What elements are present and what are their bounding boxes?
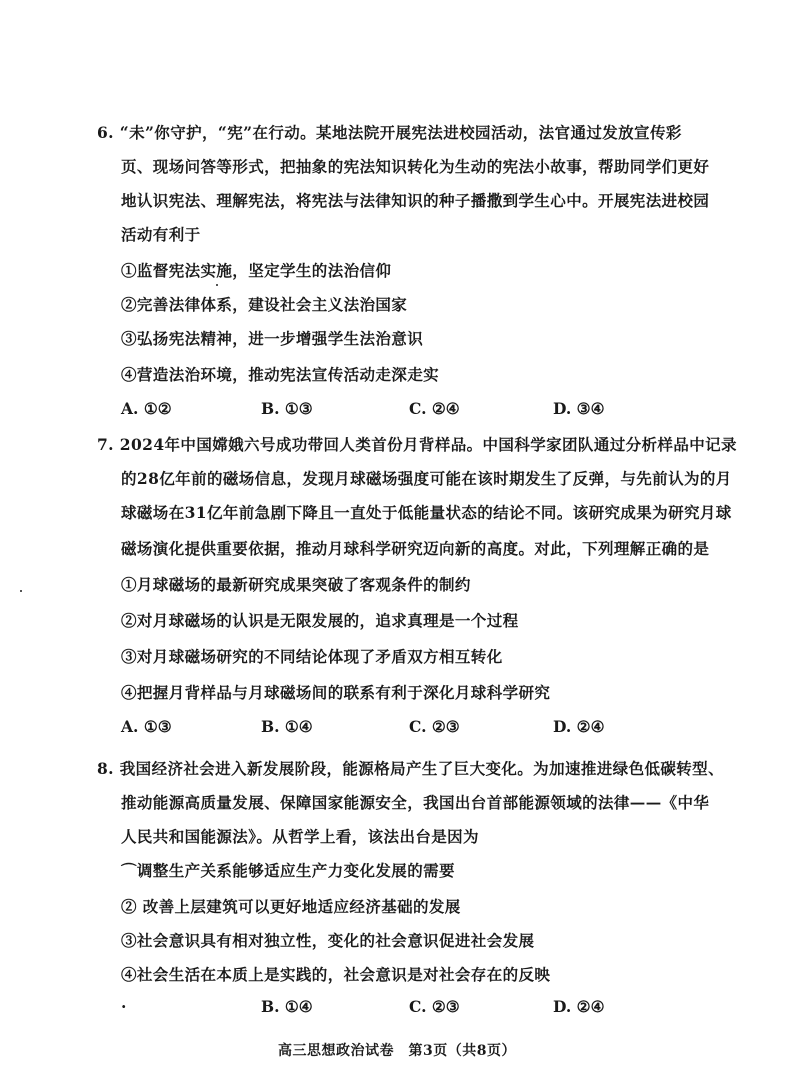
question-8-option-3: ③社会意识具有相对独立性，变化的社会意识促进社会发展 — [121, 931, 535, 950]
page-footer: 高三思想政治试卷 第3页（共8页） — [278, 1043, 516, 1059]
question-8-answer-d: D. ②④ — [553, 997, 605, 1016]
question-8-option-4: ④社会生活在本质上是实践的，社会意识是对社会存在的反映 — [121, 965, 551, 984]
question-7-option-1: ①月球磁场的最新研究成果突破了客观条件的制约 — [121, 575, 471, 594]
question-7-answer-a: A. ①③ — [121, 717, 172, 736]
question-8-stem-line-2: 推动能源高质量发展、保障国家能源安全，我国出台首部能源领域的法律——《中华 — [121, 793, 710, 812]
question-8-option-2: ② 改善上层建筑可以更好地适应经济基础的发展 — [121, 897, 461, 916]
question-6-answer-d: D. ③④ — [553, 399, 605, 418]
question-8-answer-b: B. ①④ — [261, 997, 313, 1016]
scan-speck — [216, 284, 218, 286]
question-6-option-3: ③弘扬宪法精神，进一步增强学生法治意识 — [121, 329, 424, 348]
question-6-stem-line-3: 地认识宪法、理解宪法，将宪法与法律知识的种子播撒到学生心中。开展宪法进校园 — [121, 191, 710, 210]
question-6-answer-c: C. ②④ — [409, 399, 460, 418]
question-7-option-2: ②对月球磁场的认识是无限发展的，追求真理是一个过程 — [121, 611, 519, 630]
question-7-answer-d: D. ②④ — [553, 717, 605, 736]
question-8-stem-line-1: 8. 我国经济社会进入新发展阶段，能源格局产生了巨大变化。为加速推进绿色低碳转型、 — [97, 759, 724, 778]
question-7-stem-line-4: 磁场演化提供重要依据，推动月球科学研究迈向新的高度。对此，下列理解正确的是 — [121, 539, 710, 558]
question-8-answer-c: C. ②③ — [409, 997, 460, 1016]
question-7-stem-line-1: 7. 2024年中国嫦娥六号成功带回人类首份月背样品。中国科学家团队通过分析样品中记录 — [97, 435, 737, 454]
question-6-stem-line-2: 页、现场问答等形式，把抽象的宪法知识转化为生动的宪法小故事，帮助同学们更好 — [121, 157, 710, 176]
question-6-option-4: ④营造法治环境，推动宪法宣传活动走深走实 — [121, 365, 440, 384]
question-6-answer-a: A. ①② — [121, 399, 172, 418]
question-7-answer-b: B. ①④ — [261, 717, 313, 736]
question-7-stem-line-2: 的28亿年前的磁场信息，发现月球磁场强度可能在该时期发生了反弹，与先前认为的月 — [121, 469, 732, 488]
question-6-stem-line-1: 6. “未”你守护，“宪”在行动。某地法院开展宪法进校园活动，法官通过发放宣传彩 — [97, 123, 682, 142]
question-6-option-1: ①监督宪法实施，坚定学生的法治信仰 — [121, 261, 392, 280]
question-8-answer-a: · — [121, 997, 127, 1016]
question-8-option-1: ⌒调整生产关系能够适应生产力变化发展的需要 — [121, 861, 455, 880]
question-7-stem-line-3: 球磁场在31亿年前急剧下降且一直处于低能量状态的结论不同。该研究成果为研究月球 — [121, 503, 732, 522]
question-8-stem-line-3: 人民共和国能源法》。从哲学上看，该法出台是因为 — [121, 827, 479, 846]
question-7-answer-c: C. ②③ — [409, 717, 460, 736]
question-6-stem-line-4: 活动有利于 — [121, 225, 201, 244]
scan-speck — [20, 590, 22, 592]
question-7-option-3: ③对月球磁场研究的不同结论体现了矛盾双方相互转化 — [121, 647, 503, 666]
question-7-option-4: ④把握月背样品与月球磁场间的联系有利于深化月球科学研究 — [121, 683, 551, 702]
question-6-answer-b: B. ①③ — [261, 399, 313, 418]
question-6-option-2: ②完善法律体系，建设社会主义法治国家 — [121, 295, 408, 314]
